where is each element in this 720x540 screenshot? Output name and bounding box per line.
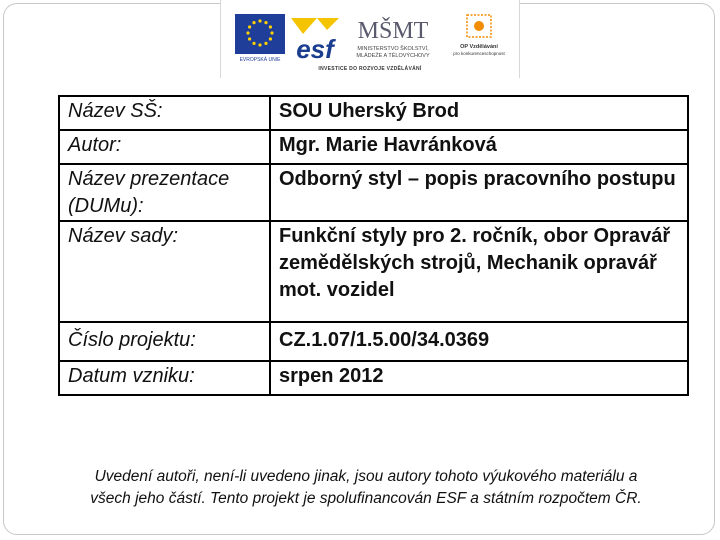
logo-banner [220,0,520,78]
table-row [59,221,688,322]
row-value: CZ.1.07/1.5.00/34.0369 [270,322,688,361]
row-label: Autor: [59,130,270,164]
row-value: Funkční styly pro 2. ročník, obor Opravář zemědělských strojů, Mechanik opravář mot. vozidel [270,221,688,322]
table-row [59,96,688,130]
esf-logo [287,14,343,64]
row-label: Název sady: [59,221,270,322]
table-row [59,130,688,164]
row-value: Odborný styl – popis pracovního postupu [270,164,688,221]
row-label: Název prezentace (DUMu): [59,164,270,221]
msmt-line2: MLÁDEŽE A TĚLOVÝCHOVY [356,53,430,59]
msmt-line1: MINISTERSTVO ŠKOLSTVÍ, [357,46,429,52]
row-value: SOU Uherský Brod [270,96,688,130]
table-row [59,322,688,361]
op-line2: pro konkurenceschopnost [453,51,505,56]
row-label: Datum vzniku: [59,361,270,395]
esf-wordmark: esf [296,34,334,64]
eu-flag-logo [235,14,285,64]
authorship-note-line1: Uvedení autoři, není-li uvedeno jinak, jsou autory tohoto výukového materiálu a [94,468,638,485]
msmt-logo [345,12,441,66]
logo-tagline: INVESTICE DO ROZVOJE VZDĚLÁVÁNÍ [318,66,422,72]
row-value: srpen 2012 [270,361,688,395]
table-row [59,164,688,221]
table-row [59,361,688,395]
eu-caption: EVROPSKÁ UNIE [239,57,281,63]
msmt-monogram: MŠMT [357,18,429,44]
row-label: Číslo projektu: [59,322,270,361]
op-vk-logo [447,12,511,66]
authorship-note-line2: všech jeho částí. Tento projekt je spolufinancován ESF a státním rozpočtem ČR. [90,490,642,507]
row-value: Mgr. Marie Havránková [270,130,688,164]
project-info-table [58,95,689,396]
authorship-note [30,466,702,510]
op-line1: OP Vzdělávání [460,44,498,50]
row-label: Název SŠ: [59,96,270,130]
